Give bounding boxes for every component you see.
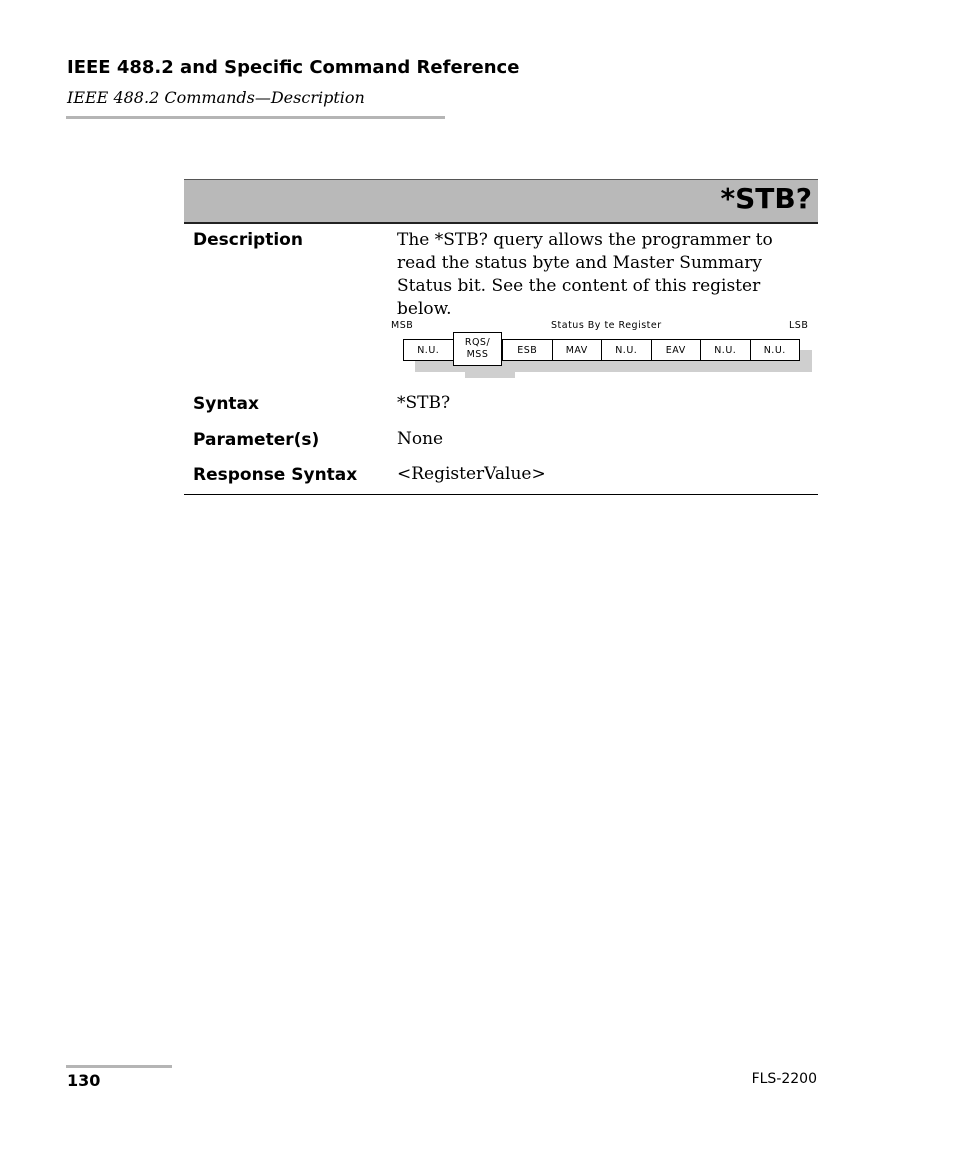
parameters-label: Parameter(s) [193,430,320,450]
register-title: Status By te Register [551,320,662,331]
msb-label: MSB [391,320,414,331]
command-name: *STB? [720,182,812,215]
product-name: FLS-2200 [751,1071,817,1087]
register-bit-1: N.U. [701,340,751,360]
header-subtitle: IEEE 488.2 Commands—Description [67,88,365,107]
register-bit-5: ESB [503,340,553,360]
mss-label: MSS [466,349,489,360]
description-label: Description [193,230,303,250]
rqs-label: RQS/ [464,337,491,348]
syntax-value: *STB? [397,393,451,413]
footer-rule [66,1065,172,1068]
header-title: IEEE 488.2 and Specific Command Reference [67,57,520,78]
syntax-label: Syntax [193,394,259,414]
register-bit-2: EAV [652,340,702,360]
page-number: 130 [67,1071,101,1090]
register-bit-0: N.U. [751,340,800,360]
lsb-label: LSB [789,320,809,331]
register-bit-3: N.U. [602,340,652,360]
register-bit-4: MAV [553,340,603,360]
command-title-bar [184,179,818,224]
register-bit-rqs-mss [453,332,502,366]
section-bottom-rule [184,494,818,495]
register-bit-7: N.U. [404,340,454,360]
register-shadow-tab [465,368,515,378]
parameters-value: None [397,429,444,449]
header-rule [66,116,445,119]
response-syntax-value: <RegisterValue> [397,464,546,484]
description-text: The *STB? query allows the programmer to read the status byte and Master Summary Status bit. See the content of this register below. [397,230,773,319]
response-syntax-label: Response Syntax [193,465,358,485]
